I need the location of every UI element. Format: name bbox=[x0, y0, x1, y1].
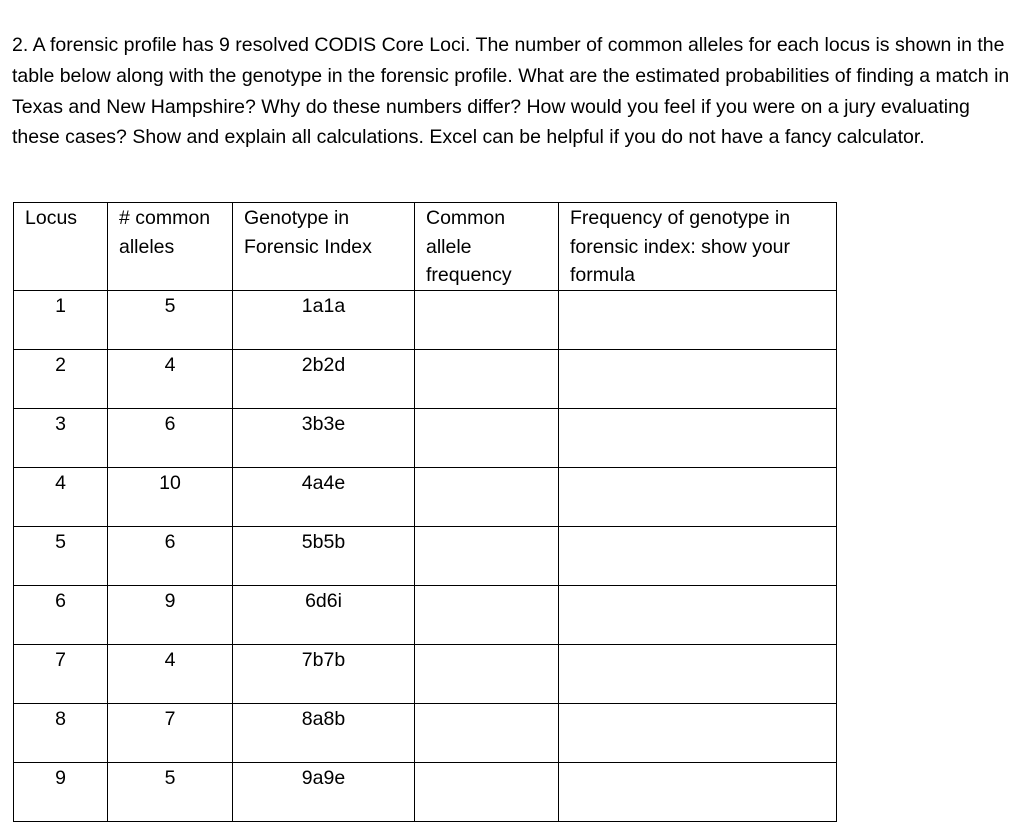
cell-allele-frequency bbox=[415, 467, 559, 526]
cell-allele-frequency bbox=[415, 703, 559, 762]
cell-genotype-frequency bbox=[559, 290, 837, 349]
cell-common-alleles: 6 bbox=[108, 408, 233, 467]
cell-genotype-frequency bbox=[559, 467, 837, 526]
cell-common-alleles: 6 bbox=[108, 526, 233, 585]
cell-genotype-frequency bbox=[559, 644, 837, 703]
cell-allele-frequency bbox=[415, 526, 559, 585]
table-row bbox=[14, 762, 837, 821]
cell-locus: 2 bbox=[14, 349, 108, 408]
cell-genotype: 4a4e bbox=[233, 467, 415, 526]
header-genotype-frequency: Frequency of genotype in forensic index: show your formula bbox=[559, 203, 837, 291]
cell-genotype: 9a9e bbox=[233, 762, 415, 821]
cell-common-alleles: 4 bbox=[108, 644, 233, 703]
table-row bbox=[14, 585, 837, 644]
cell-locus: 9 bbox=[14, 762, 108, 821]
cell-genotype-frequency bbox=[559, 526, 837, 585]
table-row bbox=[14, 526, 837, 585]
cell-common-alleles: 5 bbox=[108, 762, 233, 821]
table-row bbox=[14, 290, 837, 349]
cell-locus: 1 bbox=[14, 290, 108, 349]
table-row bbox=[14, 467, 837, 526]
table-row bbox=[14, 408, 837, 467]
cell-allele-frequency bbox=[415, 585, 559, 644]
cell-allele-frequency bbox=[415, 762, 559, 821]
header-allele-frequency: Common allele frequency bbox=[415, 203, 559, 291]
cell-genotype-frequency bbox=[559, 349, 837, 408]
cell-genotype: 5b5b bbox=[233, 526, 415, 585]
cell-genotype-frequency bbox=[559, 585, 837, 644]
cell-locus: 7 bbox=[14, 644, 108, 703]
cell-genotype: 2b2d bbox=[233, 349, 415, 408]
cell-genotype: 6d6i bbox=[233, 585, 415, 644]
cell-genotype-frequency bbox=[559, 762, 837, 821]
cell-common-alleles: 5 bbox=[108, 290, 233, 349]
cell-locus: 8 bbox=[14, 703, 108, 762]
header-genotype: Genotype in Forensic Index bbox=[233, 203, 415, 291]
table-row bbox=[14, 703, 837, 762]
cell-genotype-frequency bbox=[559, 703, 837, 762]
table-header-row bbox=[14, 203, 837, 291]
cell-genotype: 8a8b bbox=[233, 703, 415, 762]
cell-genotype: 7b7b bbox=[233, 644, 415, 703]
header-common-alleles: # common alleles bbox=[108, 203, 233, 291]
cell-genotype: 3b3e bbox=[233, 408, 415, 467]
cell-common-alleles: 7 bbox=[108, 703, 233, 762]
cell-common-alleles: 10 bbox=[108, 467, 233, 526]
cell-locus: 5 bbox=[14, 526, 108, 585]
cell-common-alleles: 9 bbox=[108, 585, 233, 644]
table-row bbox=[14, 644, 837, 703]
cell-allele-frequency bbox=[415, 349, 559, 408]
cell-locus: 4 bbox=[14, 467, 108, 526]
cell-common-alleles: 4 bbox=[108, 349, 233, 408]
cell-allele-frequency bbox=[415, 290, 559, 349]
cell-allele-frequency bbox=[415, 408, 559, 467]
cell-genotype: 1a1a bbox=[233, 290, 415, 349]
cell-locus: 6 bbox=[14, 585, 108, 644]
cell-genotype-frequency bbox=[559, 408, 837, 467]
cell-allele-frequency bbox=[415, 644, 559, 703]
table-row bbox=[14, 349, 837, 408]
header-locus: Locus bbox=[14, 203, 108, 291]
cell-locus: 3 bbox=[14, 408, 108, 467]
loci-table bbox=[13, 202, 837, 822]
question-text: 2. A forensic profile has 9 resolved CODIS Core Loci. The number of common alleles for each locus is shown in the table below along with the genotype in the forensic profile. What are the estimated probabilities of finding a match in Texas and New Hampshire? Why do these numbers differ? How would you feel if you were on a jury evaluating these cases? Show and explain all calculations. Excel can be helpful if you do not have a fancy calculator. bbox=[12, 34, 1010, 149]
